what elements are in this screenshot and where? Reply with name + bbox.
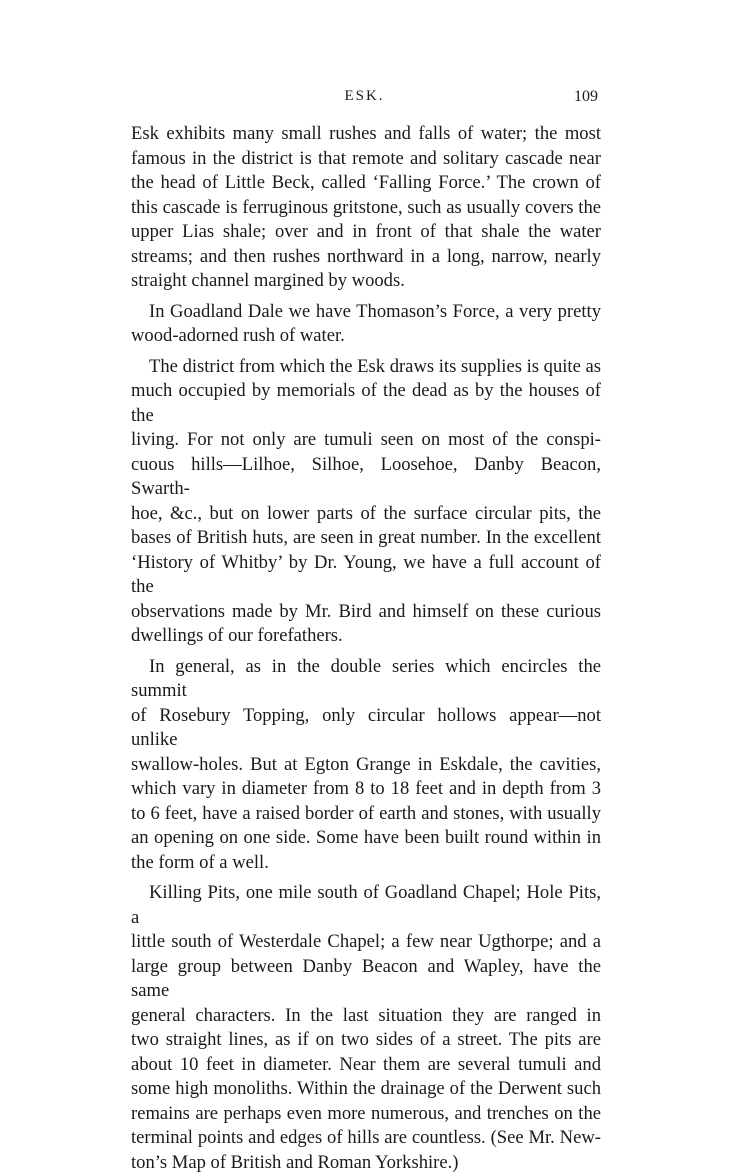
- paragraph: [131, 881, 601, 1175]
- text-line: streams; and then rushes northward in a long, narrow, nearly: [131, 245, 601, 270]
- text-line: observations made by Mr. Bird and himself on these curious: [131, 600, 601, 625]
- text-line: The district from which the Esk draws its supplies is quite as: [131, 355, 601, 380]
- text-line: hoe, &c., but on lower parts of the surface circular pits, the: [131, 502, 601, 527]
- paragraph: [131, 355, 601, 649]
- text-line: cuous hills—Lilhoe, Silhoe, Loosehoe, Danby Beacon, Swarth-: [131, 453, 601, 502]
- text-line: little south of Westerdale Chapel; a few near Ugthorpe; and a: [131, 930, 601, 955]
- text-line: In Goadland Dale we have Thomason’s Force, a very pretty: [131, 300, 601, 325]
- text-line: about 10 feet in diameter. Near them are several tumuli and: [131, 1053, 601, 1078]
- text-line: much occupied by memorials of the dead as by the houses of the: [131, 379, 601, 428]
- page-number: 109: [574, 88, 598, 106]
- text-line: straight channel margined by woods.: [131, 269, 601, 294]
- text-line: living. For not only are tumuli seen on most of the conspi-: [131, 428, 601, 453]
- text-line: the form of a well.: [131, 851, 601, 876]
- text-line: this cascade is ferruginous gritstone, such as usually covers the: [131, 196, 601, 221]
- text-line: terminal points and edges of hills are countless. (See Mr. New-: [131, 1126, 601, 1151]
- text-line: general characters. In the last situation they are ranged in: [131, 1004, 601, 1029]
- text-line: ‘History of Whitby’ by Dr. Young, we have a full account of the: [131, 551, 601, 600]
- text-line: an opening on one side. Some have been built round within in: [131, 826, 601, 851]
- paragraph: [131, 122, 601, 294]
- text-line: In general, as in the double series which encircles the summit: [131, 655, 601, 704]
- text-line: large group between Danby Beacon and Wapley, have the same: [131, 955, 601, 1004]
- text-line: upper Lias shale; over and in front of that shale the water: [131, 220, 601, 245]
- page-header: [131, 88, 598, 112]
- text-line: to 6 feet, have a raised border of earth and stones, with usually: [131, 802, 601, 827]
- text-line: of Rosebury Topping, only circular hollows appear—not unlike: [131, 704, 601, 753]
- text-line: remains are perhaps even more numerous, and trenches on the: [131, 1102, 601, 1127]
- text-line: famous in the district is that remote and solitary cascade near: [131, 147, 601, 172]
- text-line: ton’s Map of British and Roman Yorkshire.): [131, 1151, 601, 1175]
- text-line: Esk exhibits many small rushes and falls of water; the most: [131, 122, 601, 147]
- paragraph: [131, 300, 601, 349]
- paragraph: [131, 655, 601, 876]
- text-line: some high monoliths. Within the drainage of the Derwent such: [131, 1077, 601, 1102]
- text-line: dwellings of our forefathers.: [131, 624, 601, 649]
- running-head: ESK.: [131, 88, 598, 105]
- body-text: [131, 122, 601, 1175]
- text-line: swallow-holes. But at Egton Grange in Eskdale, the cavities,: [131, 753, 601, 778]
- text-line: Killing Pits, one mile south of Goadland Chapel; Hole Pits, a: [131, 881, 601, 930]
- text-line: which vary in diameter from 8 to 18 feet and in depth from 3: [131, 777, 601, 802]
- text-line: the head of Little Beck, called ‘Falling Force.’ The crown of: [131, 171, 601, 196]
- text-line: wood-adorned rush of water.: [131, 324, 601, 349]
- text-line: bases of British huts, are seen in great number. In the excellent: [131, 526, 601, 551]
- text-line: two straight lines, as if on two sides of a street. The pits are: [131, 1028, 601, 1053]
